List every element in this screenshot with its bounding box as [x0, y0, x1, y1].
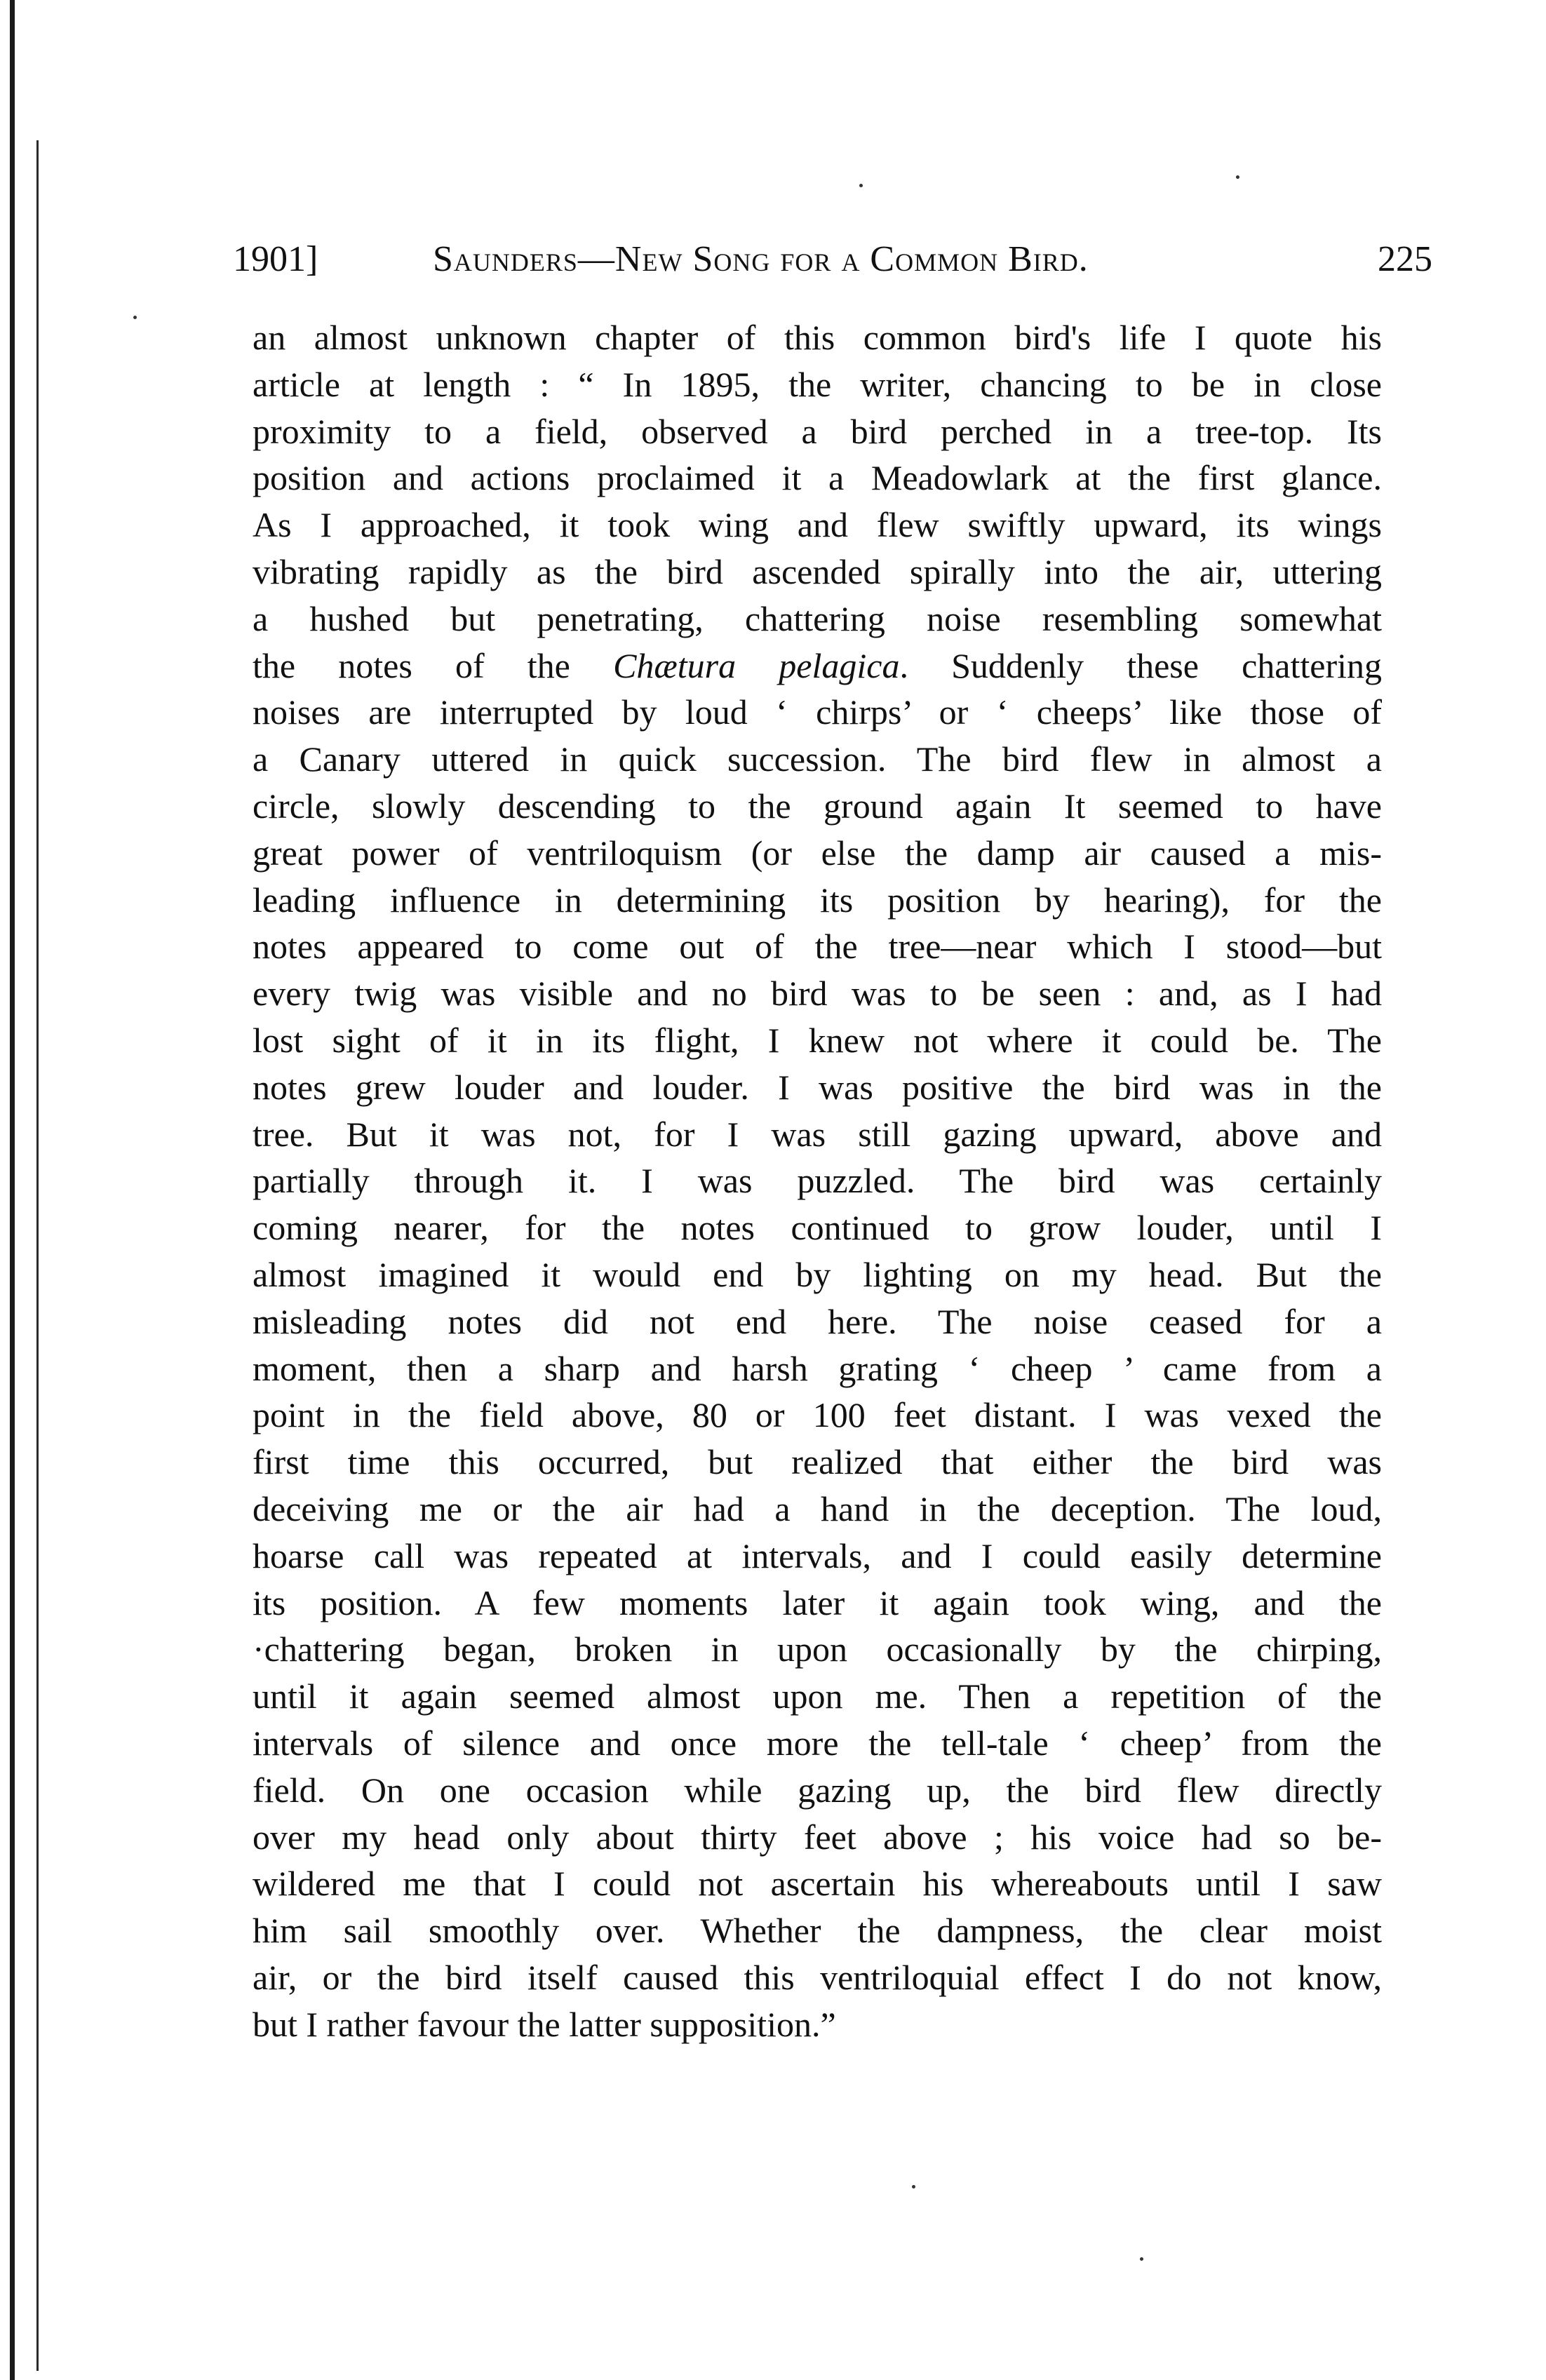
text-line: almost imagined it would end by lighting on my head. But the [253, 1254, 1382, 1294]
text-line: noises are interrupted by loud ‘ chirps’ or ‘ cheeps’ like those of [253, 692, 1382, 732]
text-line: air, or the bird itself caused this ventriloquial effect I do not know, [253, 1957, 1382, 1997]
text-line: coming nearer, for the notes continued to grow louder, until I [253, 1208, 1382, 1248]
text-line: moment, then a sharp and harsh grating ‘ cheep ’ came from a [253, 1348, 1382, 1388]
text-line: an almost unknown chapter of this common bird's life I quote his [253, 318, 1382, 357]
running-title: Saunders—New Song for a Common Bird. [433, 239, 1089, 279]
text-line: position and actions proclaimed it a Meadowlark at the first glance. [253, 458, 1382, 498]
scan-shadow-line [36, 140, 39, 2371]
text-line: deceiving me or the air had a hand in the deception. The loud, [253, 1488, 1382, 1528]
text-line: article at length : “ In 1895, the writer, chancing to be in close [253, 364, 1382, 404]
text-line: As I approached, it took wing and flew swiftly upward, its wings [253, 505, 1382, 545]
text-line: the notes of the Chætura pelagica. Suddenly these chattering [253, 645, 1382, 685]
text-line: but I rather favour the latter supposition.” [253, 2004, 836, 2044]
text-line: misleading notes did not end here. The noise ceased for a [253, 1301, 1382, 1341]
running-header [233, 231, 1432, 288]
italic-species-name: Chætura pelagica [613, 645, 900, 685]
text-line: wildered me that I could not ascertain his whereabouts until I saw [253, 1864, 1382, 1904]
text-line: hoarse call was repeated at intervals, and I could easily determine [253, 1535, 1382, 1575]
text-line: its position. A few moments later it again took wing, and the [253, 1582, 1382, 1622]
text-line: proximity to a field, observed a bird perched in a tree-top. Its [253, 411, 1382, 451]
scan-binding-edge [10, 0, 15, 2380]
text-line: vibrating rapidly as the bird ascended spirally into the air, uttering [253, 551, 1382, 591]
text-line: tree. But it was not, for I was still gazing upward, above and [253, 1114, 1382, 1154]
scan-speck [859, 184, 863, 187]
scan-speck [133, 316, 137, 319]
text-line: lost sight of it in its flight, I knew not where it could be. The [253, 1020, 1382, 1060]
text-line: ·chattering began, broken in upon occasionally by the chirping, [253, 1629, 1382, 1669]
text-line: partially through it. I was puzzled. The bird was certainly [253, 1161, 1382, 1201]
scan-speck [912, 2185, 915, 2189]
text-line: a hushed but penetrating, chattering noise resembling somewhat [253, 598, 1382, 638]
text-line: point in the field above, 80 or 100 feet distant. I was vexed the [253, 1395, 1382, 1435]
text-line: notes appeared to come out of the tree—near which I stood—but [253, 927, 1382, 967]
text-line: him sail smoothly over. Whether the dampness, the clear moist [253, 1911, 1382, 1951]
text-line: over my head only about thirty feet above ; his voice had so be- [253, 1817, 1382, 1857]
text-line: a Canary uttered in quick succession. The bird flew in almost a [253, 739, 1382, 779]
body-text [253, 314, 1382, 2048]
header-year: 1901] [233, 239, 318, 279]
text-line: first time this occurred, but realized that either the bird was [253, 1442, 1382, 1482]
text-line: until it again seemed almost upon me. Then a repetition of the [253, 1676, 1382, 1716]
text-line: circle, slowly descending to the ground again It seemed to have [253, 786, 1382, 826]
text-line: field. On one occasion while gazing up, the bird flew directly [253, 1770, 1382, 1810]
text-line: notes grew louder and louder. I was positive the bird was in the [253, 1067, 1382, 1107]
scan-speck [1236, 175, 1239, 179]
text-line: every twig was visible and no bird was to be seen : and, as I had [253, 974, 1382, 1014]
text-line: leading influence in determining its position by hearing), for the [253, 880, 1382, 920]
text-line: intervals of silence and once more the tell-tale ‘ cheep’ from the [253, 1723, 1382, 1763]
page-number: 225 [1378, 239, 1432, 279]
scan-speck [1140, 2257, 1143, 2261]
text-line: great power of ventriloquism (or else the damp air caused a mis- [253, 833, 1382, 873]
